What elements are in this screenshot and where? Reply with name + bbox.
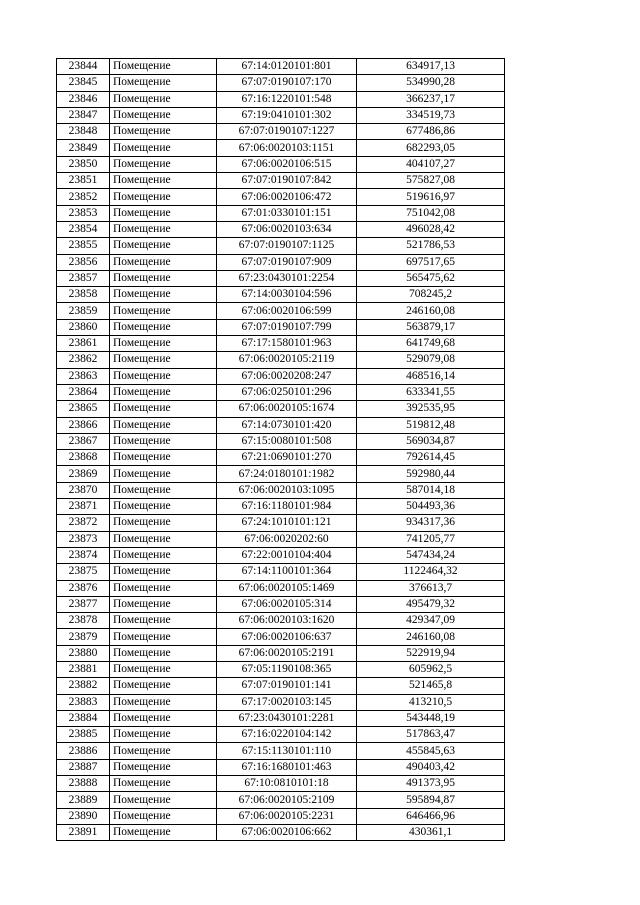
object-type-cell: Помещение bbox=[110, 547, 217, 563]
cadastral-value-table bbox=[56, 58, 505, 841]
object-type-cell: Помещение bbox=[110, 173, 217, 189]
row-number-cell: 23846 bbox=[57, 91, 110, 107]
table-row bbox=[57, 759, 505, 775]
object-type-cell: Помещение bbox=[110, 596, 217, 612]
cadastral-number-cell: 67:16:0220104:142 bbox=[217, 727, 357, 743]
row-number-cell: 23855 bbox=[57, 238, 110, 254]
cadastral-value-cell: 595894,87 bbox=[357, 792, 505, 808]
cadastral-number-cell: 67:07:0190107:842 bbox=[217, 173, 357, 189]
table-row bbox=[57, 303, 505, 319]
cadastral-number-cell: 67:16:1220101:548 bbox=[217, 91, 357, 107]
cadastral-number-cell: 67:23:0430101:2281 bbox=[217, 710, 357, 726]
table-row bbox=[57, 75, 505, 91]
table-row bbox=[57, 59, 505, 75]
object-type-cell: Помещение bbox=[110, 580, 217, 596]
row-number-cell: 23861 bbox=[57, 336, 110, 352]
cadastral-number-cell: 67:06:0020105:2109 bbox=[217, 792, 357, 808]
object-type-cell: Помещение bbox=[110, 75, 217, 91]
table-row bbox=[57, 173, 505, 189]
table-row bbox=[57, 124, 505, 140]
row-number-cell: 23886 bbox=[57, 743, 110, 759]
table-row bbox=[57, 319, 505, 335]
row-number-cell: 23877 bbox=[57, 596, 110, 612]
table-row bbox=[57, 645, 505, 661]
cadastral-value-cell: 543448,19 bbox=[357, 710, 505, 726]
cadastral-number-cell: 67:05:1190108:365 bbox=[217, 661, 357, 677]
object-type-cell: Помещение bbox=[110, 189, 217, 205]
cadastral-number-cell: 67:06:0020106:599 bbox=[217, 303, 357, 319]
cadastral-value-cell: 563879,17 bbox=[357, 319, 505, 335]
table-row bbox=[57, 107, 505, 123]
cadastral-number-cell: 67:06:0020105:2119 bbox=[217, 352, 357, 368]
row-number-cell: 23865 bbox=[57, 401, 110, 417]
cadastral-number-cell: 67:21:0690101:270 bbox=[217, 450, 357, 466]
cadastral-value-cell: 496028,42 bbox=[357, 221, 505, 237]
object-type-cell: Помещение bbox=[110, 808, 217, 824]
table-row bbox=[57, 433, 505, 449]
cadastral-number-cell: 67:06:0020105:2231 bbox=[217, 808, 357, 824]
object-type-cell: Помещение bbox=[110, 759, 217, 775]
row-number-cell: 23871 bbox=[57, 499, 110, 515]
object-type-cell: Помещение bbox=[110, 205, 217, 221]
cadastral-value-cell: 521465,8 bbox=[357, 678, 505, 694]
table-row bbox=[57, 531, 505, 547]
table-row bbox=[57, 140, 505, 156]
row-number-cell: 23859 bbox=[57, 303, 110, 319]
table-row bbox=[57, 238, 505, 254]
row-number-cell: 23880 bbox=[57, 645, 110, 661]
row-number-cell: 23863 bbox=[57, 368, 110, 384]
row-number-cell: 23847 bbox=[57, 107, 110, 123]
object-type-cell: Помещение bbox=[110, 450, 217, 466]
table-row bbox=[57, 743, 505, 759]
row-number-cell: 23874 bbox=[57, 547, 110, 563]
cadastral-value-cell: 468516,14 bbox=[357, 368, 505, 384]
object-type-cell: Помещение bbox=[110, 433, 217, 449]
row-number-cell: 23850 bbox=[57, 156, 110, 172]
cadastral-number-cell: 67:06:0020103:1151 bbox=[217, 140, 357, 156]
table-row bbox=[57, 499, 505, 515]
row-number-cell: 23849 bbox=[57, 140, 110, 156]
object-type-cell: Помещение bbox=[110, 678, 217, 694]
cadastral-number-cell: 67:17:1580101:963 bbox=[217, 336, 357, 352]
row-number-cell: 23873 bbox=[57, 531, 110, 547]
table-row bbox=[57, 661, 505, 677]
row-number-cell: 23882 bbox=[57, 678, 110, 694]
row-number-cell: 23878 bbox=[57, 613, 110, 629]
cadastral-value-cell: 392535,95 bbox=[357, 401, 505, 417]
object-type-cell: Помещение bbox=[110, 368, 217, 384]
row-number-cell: 23872 bbox=[57, 515, 110, 531]
row-number-cell: 23848 bbox=[57, 124, 110, 140]
object-type-cell: Помещение bbox=[110, 238, 217, 254]
table-row bbox=[57, 270, 505, 286]
cadastral-value-cell: 697517,65 bbox=[357, 254, 505, 270]
cadastral-number-cell: 67:07:0190107:170 bbox=[217, 75, 357, 91]
cadastral-value-cell: 504493,36 bbox=[357, 499, 505, 515]
cadastral-number-cell: 67:06:0020208:247 bbox=[217, 368, 357, 384]
table-row bbox=[57, 466, 505, 482]
object-type-cell: Помещение bbox=[110, 629, 217, 645]
row-number-cell: 23852 bbox=[57, 189, 110, 205]
row-number-cell: 23867 bbox=[57, 433, 110, 449]
cadastral-number-cell: 67:24:1010101:121 bbox=[217, 515, 357, 531]
cadastral-number-cell: 67:14:0120101:801 bbox=[217, 59, 357, 75]
cadastral-number-cell: 67:14:1100101:364 bbox=[217, 564, 357, 580]
row-number-cell: 23853 bbox=[57, 205, 110, 221]
object-type-cell: Помещение bbox=[110, 352, 217, 368]
cadastral-number-cell: 67:14:0730101:420 bbox=[217, 417, 357, 433]
table-row bbox=[57, 792, 505, 808]
table-row bbox=[57, 547, 505, 563]
cadastral-number-cell: 67:01:0330101:151 bbox=[217, 205, 357, 221]
row-number-cell: 23889 bbox=[57, 792, 110, 808]
cadastral-value-cell: 491373,95 bbox=[357, 776, 505, 792]
table-body bbox=[57, 59, 505, 841]
cadastral-number-cell: 67:15:0080101:508 bbox=[217, 433, 357, 449]
row-number-cell: 23864 bbox=[57, 384, 110, 400]
cadastral-value-cell: 641749,68 bbox=[357, 336, 505, 352]
cadastral-value-cell: 646466,96 bbox=[357, 808, 505, 824]
table-row bbox=[57, 629, 505, 645]
cadastral-value-cell: 587014,18 bbox=[357, 482, 505, 498]
cadastral-number-cell: 67:23:0430101:2254 bbox=[217, 270, 357, 286]
table-row bbox=[57, 613, 505, 629]
cadastral-value-cell: 455845,63 bbox=[357, 743, 505, 759]
cadastral-value-cell: 934317,36 bbox=[357, 515, 505, 531]
object-type-cell: Помещение bbox=[110, 287, 217, 303]
cadastral-value-cell: 246160,08 bbox=[357, 629, 505, 645]
object-type-cell: Помещение bbox=[110, 140, 217, 156]
row-number-cell: 23858 bbox=[57, 287, 110, 303]
cadastral-number-cell: 67:06:0020106:637 bbox=[217, 629, 357, 645]
cadastral-number-cell: 67:06:0020106:472 bbox=[217, 189, 357, 205]
table-row bbox=[57, 384, 505, 400]
cadastral-value-cell: 682293,05 bbox=[357, 140, 505, 156]
row-number-cell: 23875 bbox=[57, 564, 110, 580]
object-type-cell: Помещение bbox=[110, 156, 217, 172]
table-row bbox=[57, 678, 505, 694]
table-row bbox=[57, 515, 505, 531]
cadastral-value-cell: 376613,7 bbox=[357, 580, 505, 596]
row-number-cell: 23883 bbox=[57, 694, 110, 710]
cadastral-value-cell: 334519,73 bbox=[357, 107, 505, 123]
row-number-cell: 23885 bbox=[57, 727, 110, 743]
cadastral-number-cell: 67:06:0020103:634 bbox=[217, 221, 357, 237]
cadastral-number-cell: 67:07:0190107:799 bbox=[217, 319, 357, 335]
cadastral-value-cell: 366237,17 bbox=[357, 91, 505, 107]
cadastral-number-cell: 67:06:0020105:314 bbox=[217, 596, 357, 612]
cadastral-value-cell: 430361,1 bbox=[357, 824, 505, 840]
object-type-cell: Помещение bbox=[110, 482, 217, 498]
row-number-cell: 23876 bbox=[57, 580, 110, 596]
object-type-cell: Помещение bbox=[110, 319, 217, 335]
cadastral-value-cell: 741205,77 bbox=[357, 531, 505, 547]
cadastral-number-cell: 67:07:0190107:1227 bbox=[217, 124, 357, 140]
object-type-cell: Помещение bbox=[110, 645, 217, 661]
table-row bbox=[57, 287, 505, 303]
table-row bbox=[57, 205, 505, 221]
cadastral-value-cell: 605962,5 bbox=[357, 661, 505, 677]
cadastral-number-cell: 67:16:1680101:463 bbox=[217, 759, 357, 775]
table-row bbox=[57, 156, 505, 172]
cadastral-number-cell: 67:06:0020105:1674 bbox=[217, 401, 357, 417]
object-type-cell: Помещение bbox=[110, 254, 217, 270]
table-row bbox=[57, 450, 505, 466]
table-row bbox=[57, 221, 505, 237]
table-row bbox=[57, 596, 505, 612]
object-type-cell: Помещение bbox=[110, 303, 217, 319]
cadastral-number-cell: 67:06:0020202:60 bbox=[217, 531, 357, 547]
cadastral-value-cell: 429347,09 bbox=[357, 613, 505, 629]
object-type-cell: Помещение bbox=[110, 694, 217, 710]
table-row bbox=[57, 564, 505, 580]
cadastral-value-cell: 575827,08 bbox=[357, 173, 505, 189]
cadastral-value-cell: 792614,45 bbox=[357, 450, 505, 466]
table-row bbox=[57, 482, 505, 498]
table-row bbox=[57, 417, 505, 433]
cadastral-number-cell: 67:06:0250101:296 bbox=[217, 384, 357, 400]
row-number-cell: 23854 bbox=[57, 221, 110, 237]
cadastral-number-cell: 67:24:0180101:1982 bbox=[217, 466, 357, 482]
cadastral-value-cell: 708245,2 bbox=[357, 287, 505, 303]
row-number-cell: 23879 bbox=[57, 629, 110, 645]
table-row bbox=[57, 401, 505, 417]
cadastral-value-cell: 547434,24 bbox=[357, 547, 505, 563]
cadastral-value-cell: 519616,97 bbox=[357, 189, 505, 205]
row-number-cell: 23884 bbox=[57, 710, 110, 726]
object-type-cell: Помещение bbox=[110, 124, 217, 140]
object-type-cell: Помещение bbox=[110, 727, 217, 743]
object-type-cell: Помещение bbox=[110, 91, 217, 107]
object-type-cell: Помещение bbox=[110, 515, 217, 531]
row-number-cell: 23856 bbox=[57, 254, 110, 270]
table-row bbox=[57, 254, 505, 270]
cadastral-value-cell: 565475,62 bbox=[357, 270, 505, 286]
cadastral-number-cell: 67:06:0020106:515 bbox=[217, 156, 357, 172]
cadastral-number-cell: 67:07:0190107:909 bbox=[217, 254, 357, 270]
row-number-cell: 23881 bbox=[57, 661, 110, 677]
cadastral-value-cell: 517863,47 bbox=[357, 727, 505, 743]
row-number-cell: 23888 bbox=[57, 776, 110, 792]
table-row bbox=[57, 336, 505, 352]
object-type-cell: Помещение bbox=[110, 270, 217, 286]
object-type-cell: Помещение bbox=[110, 59, 217, 75]
cadastral-number-cell: 67:16:1180101:984 bbox=[217, 499, 357, 515]
object-type-cell: Помещение bbox=[110, 824, 217, 840]
object-type-cell: Помещение bbox=[110, 336, 217, 352]
object-type-cell: Помещение bbox=[110, 776, 217, 792]
cadastral-value-cell: 522919,94 bbox=[357, 645, 505, 661]
row-number-cell: 23844 bbox=[57, 59, 110, 75]
row-number-cell: 23860 bbox=[57, 319, 110, 335]
cadastral-number-cell: 67:19:0410101:302 bbox=[217, 107, 357, 123]
cadastral-number-cell: 67:17:0020103:145 bbox=[217, 694, 357, 710]
table-row bbox=[57, 694, 505, 710]
object-type-cell: Помещение bbox=[110, 466, 217, 482]
table-row bbox=[57, 808, 505, 824]
table-row bbox=[57, 91, 505, 107]
cadastral-number-cell: 67:22:0010104:404 bbox=[217, 547, 357, 563]
cadastral-value-cell: 592980,44 bbox=[357, 466, 505, 482]
cadastral-value-cell: 529079,08 bbox=[357, 352, 505, 368]
cadastral-value-cell: 246160,08 bbox=[357, 303, 505, 319]
object-type-cell: Помещение bbox=[110, 499, 217, 515]
cadastral-value-cell: 634917,13 bbox=[357, 59, 505, 75]
cadastral-number-cell: 67:06:0020106:662 bbox=[217, 824, 357, 840]
cadastral-value-cell: 633341,55 bbox=[357, 384, 505, 400]
object-type-cell: Помещение bbox=[110, 107, 217, 123]
row-number-cell: 23870 bbox=[57, 482, 110, 498]
cadastral-value-cell: 521786,53 bbox=[357, 238, 505, 254]
cadastral-value-cell: 519812,48 bbox=[357, 417, 505, 433]
table-row bbox=[57, 580, 505, 596]
object-type-cell: Помещение bbox=[110, 743, 217, 759]
cadastral-value-cell: 404107,27 bbox=[357, 156, 505, 172]
row-number-cell: 23890 bbox=[57, 808, 110, 824]
table-row bbox=[57, 368, 505, 384]
cadastral-value-cell: 534990,28 bbox=[357, 75, 505, 91]
table-row bbox=[57, 824, 505, 840]
cadastral-value-cell: 677486,86 bbox=[357, 124, 505, 140]
cadastral-number-cell: 67:10:0810101:18 bbox=[217, 776, 357, 792]
row-number-cell: 23887 bbox=[57, 759, 110, 775]
cadastral-number-cell: 67:15:1130101:110 bbox=[217, 743, 357, 759]
cadastral-value-cell: 495479,32 bbox=[357, 596, 505, 612]
row-number-cell: 23868 bbox=[57, 450, 110, 466]
object-type-cell: Помещение bbox=[110, 613, 217, 629]
row-number-cell: 23857 bbox=[57, 270, 110, 286]
cadastral-number-cell: 67:06:0020105:1469 bbox=[217, 580, 357, 596]
cadastral-number-cell: 67:07:0190101:141 bbox=[217, 678, 357, 694]
object-type-cell: Помещение bbox=[110, 384, 217, 400]
cadastral-number-cell: 67:14:0030104:596 bbox=[217, 287, 357, 303]
row-number-cell: 23891 bbox=[57, 824, 110, 840]
cadastral-number-cell: 67:06:0020103:1620 bbox=[217, 613, 357, 629]
object-type-cell: Помещение bbox=[110, 564, 217, 580]
object-type-cell: Помещение bbox=[110, 221, 217, 237]
cadastral-value-cell: 1122464,32 bbox=[357, 564, 505, 580]
table-row bbox=[57, 727, 505, 743]
row-number-cell: 23866 bbox=[57, 417, 110, 433]
table-row bbox=[57, 352, 505, 368]
cadastral-number-cell: 67:07:0190107:1125 bbox=[217, 238, 357, 254]
object-type-cell: Помещение bbox=[110, 661, 217, 677]
object-type-cell: Помещение bbox=[110, 417, 217, 433]
object-type-cell: Помещение bbox=[110, 710, 217, 726]
object-type-cell: Помещение bbox=[110, 792, 217, 808]
cadastral-value-cell: 751042,08 bbox=[357, 205, 505, 221]
table-row bbox=[57, 776, 505, 792]
table-row bbox=[57, 710, 505, 726]
object-type-cell: Помещение bbox=[110, 531, 217, 547]
cadastral-value-cell: 490403,42 bbox=[357, 759, 505, 775]
cadastral-number-cell: 67:06:0020105:2191 bbox=[217, 645, 357, 661]
row-number-cell: 23862 bbox=[57, 352, 110, 368]
row-number-cell: 23869 bbox=[57, 466, 110, 482]
object-type-cell: Помещение bbox=[110, 401, 217, 417]
cadastral-value-cell: 569034,87 bbox=[357, 433, 505, 449]
row-number-cell: 23845 bbox=[57, 75, 110, 91]
cadastral-number-cell: 67:06:0020103:1095 bbox=[217, 482, 357, 498]
cadastral-value-cell: 413210,5 bbox=[357, 694, 505, 710]
table-row bbox=[57, 189, 505, 205]
row-number-cell: 23851 bbox=[57, 173, 110, 189]
